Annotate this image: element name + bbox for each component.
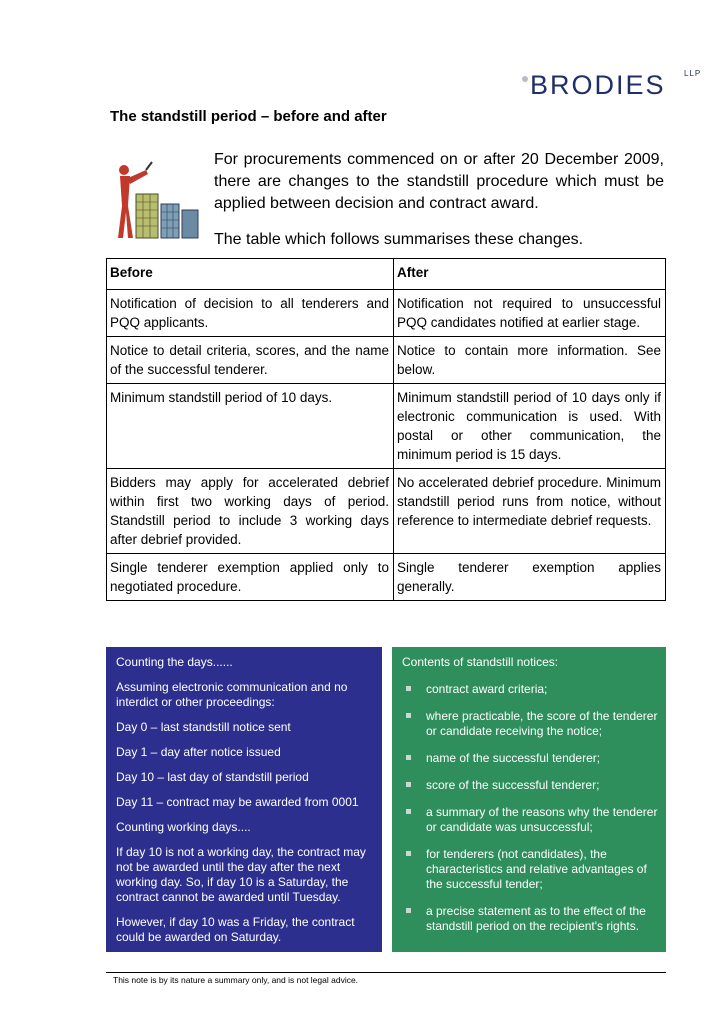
list-item [402, 709, 658, 739]
table-cell: Minimum standstill period of 10 days only if electronic communication is used. With postal or other communication, the minimum period is 15 days. [394, 384, 666, 469]
column-header-before: Before [107, 259, 394, 290]
list-item [402, 682, 658, 697]
square-bullet-icon [406, 686, 411, 691]
logo-wordmark: BRODIES [530, 70, 666, 100]
counting-line: However, if day 10 was a Friday, the contract could be awarded on Saturday. [116, 915, 355, 944]
list-item-text: name of the successful tenderer; [426, 751, 601, 765]
table-header-row [107, 259, 666, 290]
table-cell: Notification not required to unsuccessful PQQ candidates notified at earlier stage. [394, 290, 666, 337]
counting-line: Day 11 – contract may be awarded from 0001 [116, 795, 359, 809]
footer-disclaimer: This note is by its nature a summary only, and is not legal advice. [113, 975, 359, 985]
square-bullet-icon [406, 908, 411, 913]
table-cell: Single tenderer exemption applies generally. [394, 554, 666, 601]
table-row [107, 384, 666, 469]
counting-heading: Counting the days...... [116, 655, 233, 669]
square-bullet-icon [406, 809, 411, 814]
table-row [107, 290, 666, 337]
comparison-table [106, 258, 666, 601]
intro-paragraph: The table which follows summarises these changes. [214, 231, 584, 248]
list-item [402, 805, 658, 835]
intro-text [214, 149, 664, 265]
square-bullet-icon [406, 851, 411, 856]
table-cell: Bidders may apply for accelerated debrief within first two working days of period. Standstill period to include 3 working days after debrief provided. [107, 469, 394, 554]
list-item [402, 904, 658, 934]
page-title: The standstill period – before and after [110, 108, 387, 125]
list-item [402, 778, 658, 793]
intro-paragraph: For procurements commenced on or after 20 December 2009, there are changes to the standstill procedure which must be applied between decision and contract award. [214, 151, 664, 212]
table-cell: Notice to contain more information. See below. [394, 337, 666, 384]
counting-line: Day 1 – day after notice issued [116, 745, 281, 759]
counting-days-box [106, 647, 382, 952]
column-header-after: After [394, 259, 666, 290]
table-row [107, 337, 666, 384]
table-cell: Notification of decision to all tenderers and PQQ applicants. [107, 290, 394, 337]
footer-divider [106, 972, 666, 973]
table-cell: Minimum standstill period of 10 days. [107, 384, 394, 469]
counting-line: If day 10 is not a working day, the contract may not be awarded until the day after the next working day. So, if day 10 is a Saturday, the contract cannot be awarded until Tuesday. [116, 845, 366, 904]
logo-suffix: LLP [684, 69, 702, 78]
list-item-text: score of the successful tenderer; [426, 778, 600, 792]
list-item-text: where practicable, the score of the tenderer or candidate receiving the notice; [426, 709, 658, 738]
table-cell: No accelerated debrief procedure. Minimum standstill period runs from notice, without reference to intermediate debrief requests. [394, 469, 666, 554]
notice-contents-box [392, 647, 666, 952]
list-item-text: a precise statement as to the effect of the standstill period on the recipient's rights. [426, 904, 646, 933]
list-item-text: for tenderers (not candidates), the characteristics and relative advantages of the successful tender; [426, 847, 647, 891]
contents-heading: Contents of standstill notices: [402, 655, 559, 669]
list-item-text: contract award criteria; [426, 682, 548, 696]
counting-line: Day 0 – last standstill notice sent [116, 720, 291, 734]
list-item [402, 751, 658, 766]
counting-line: Counting working days.... [116, 820, 251, 834]
table-cell: Notice to detail criteria, scores, and the name of the successful tenderer. [107, 337, 394, 384]
table-row [107, 554, 666, 601]
table-row [107, 469, 666, 554]
counting-line: Day 10 – last day of standstill period [116, 770, 309, 784]
builder-illustration-icon [106, 160, 202, 242]
table-cell: Single tenderer exemption applied only to negotiated procedure. [107, 554, 394, 601]
square-bullet-icon [406, 713, 411, 718]
list-item [402, 847, 658, 892]
list-item-text: a summary of the reasons why the tenderer or candidate was unsuccessful; [426, 805, 658, 834]
counting-line: Assuming electronic communication and no interdict or other proceedings: [116, 680, 348, 709]
square-bullet-icon [406, 782, 411, 787]
logo-dot [522, 76, 528, 82]
contents-list [402, 682, 658, 934]
square-bullet-icon [406, 755, 411, 760]
